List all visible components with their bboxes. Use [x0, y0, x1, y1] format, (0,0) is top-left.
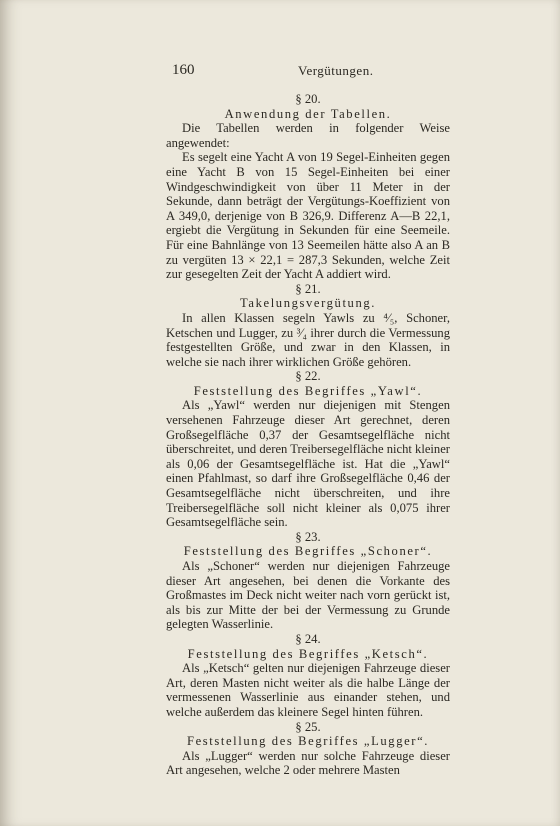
paragraph: Als „Lugger“ werden nur solche Fahrzeuge dieser Art angesehen, welche 2 oder mehrere Masten — [166, 748, 450, 778]
section-title: Takelungsvergütung. — [240, 296, 376, 311]
running-title: Vergütungen. — [298, 63, 374, 78]
section-title: Feststellung des Begriffes „Yawl“. — [193, 383, 423, 398]
paragraph: Die Tabellen werden in folgender Weise angewendet: — [166, 121, 450, 150]
section-number: § 22. — [295, 369, 321, 384]
section-title: Feststellung des Begriffes „Lugger“. — [186, 734, 430, 749]
section-number: § 20. — [295, 92, 321, 106]
paragraph: Als „Schoner“ werden nur diejenigen Fahrzeuge dieser Art angesehen, bei denen die Vorkante des Großmastes im Deck nicht weiter nach vorn gerückt ist, als bis zur Mitte der bei der Vermessung zu Grunde gelegten Wasserlinie. — [166, 559, 450, 632]
paragraph: Als „Ketsch“ gelten nur diejenigen Fahrzeuge dieser Art, deren Masten nicht weiter als die halbe Länge der vermessenen Wasserlinie aus einander stehen, und welche außerdem das kleinere Segel hinten führen. — [166, 661, 450, 719]
page-number: 160 — [172, 62, 195, 78]
paragraph: In allen Klassen segeln Yawls zu ⁴⁄₅, Schoner, Ketschen und Lugger, zu ³⁄₄ ihrer durch die Vermessung festgestellten Größe, und zwar in den Klassen, in welche sie nach ihrer wirklichen Größe gehören. — [166, 310, 450, 369]
paragraph: Als „Yawl“ werden nur diejenigen mit Stengen versehenen Fahrzeuge dieser Art gerechnet, deren Großsegelfläche 0,37 der Gesamtsegelfläche nicht überschreitet, und deren Treibersegelfläche nicht kleiner als 0,06 der Gesamtsegelfläche ist. Hat die „Yawl“ einen Pfahlmast, so darf ihre Großsegelfläche 0,46 der Gesamtsegelfläche nicht überschreiten, und ihre Treibersegelfläche soll nicht kleiner als 0,075 ihrer Gesamtsegelfläche sein. — [166, 398, 450, 530]
section-title: Feststellung des Begriffes „Schoner“. — [183, 544, 433, 559]
paragraph: Es segelt eine Yacht A von 19 Segel-Einheiten gegen eine Yacht B von 15 Segel-Einheiten bei einer Windgeschwindigkeit von über 11 Meter in der Sekunde, dann beträgt der Vergütungs-Koeffizient von A 349,0, derjenige von B 326,9. Differenz A—B 22,1, ergiebt die Vergütung in Sekunden für eine Seemeile. Für eine Bahnlänge von 13 Seemeilen hätte also A an B zu vergüten 13 × 22,1 = 287,3 Sekunden, welche Zeit zur gesegelten Zeit der Yacht A addiert wird. — [166, 150, 450, 282]
section-number: § 23. — [295, 529, 321, 544]
page-header — [172, 62, 442, 84]
section-number: § 25. — [295, 719, 321, 734]
section-title: Feststellung des Begriffes „Ketsch“. — [187, 646, 429, 661]
section-number: § 21. — [295, 281, 321, 296]
section-title: Anwendung der Tabellen. — [224, 106, 392, 121]
section-number: § 24. — [295, 631, 321, 646]
page-body — [166, 92, 450, 778]
